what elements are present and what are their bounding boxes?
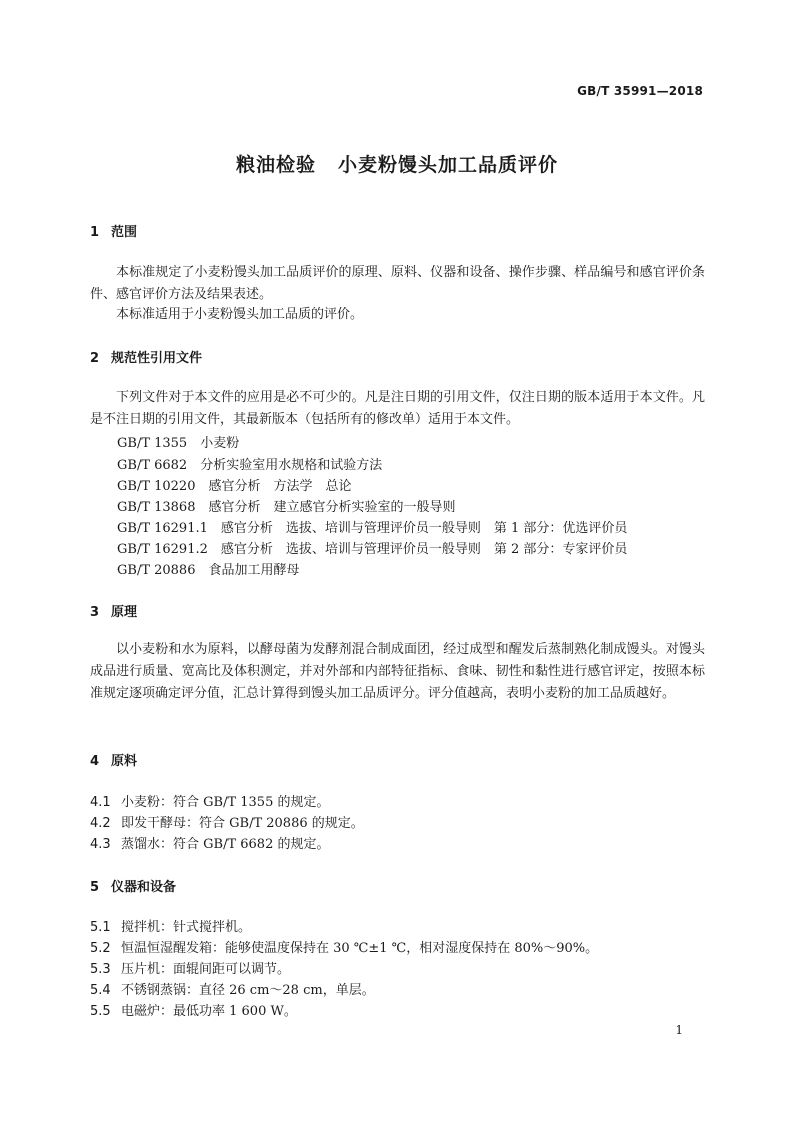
item-number: 4.2	[90, 816, 111, 831]
equipment-item	[90, 958, 290, 977]
standard-number: GB/T 35991—2018	[577, 84, 703, 98]
section-title: 仪器和设备	[111, 880, 177, 895]
item-text: 恒温恒湿醒发箱：能够使温度保持在 30 ℃±1 ℃，相对湿度保持在 80%～90%。	[121, 941, 599, 956]
material-item	[90, 791, 329, 810]
item-text: 即发干酵母：符合 GB/T 20886 的规定。	[121, 816, 364, 831]
scope-paragraph-2: 本标准适用于小麦粉馒头加工品质的评价。	[116, 307, 364, 322]
title-part-2: 小麦粉馒头加工品质评价	[338, 154, 559, 176]
equipment-item	[90, 916, 251, 935]
page-number: 1	[675, 1023, 683, 1037]
item-text: 电磁炉：最低功率 1 600 W。	[121, 1004, 297, 1019]
references-intro: 下列文件对于本文件的应用是必不可少的。凡是注日期的引用文件，仅注日期的版本适用于本文件。凡是不注日期的引用文件，其最新版本（包括所有的修改单）适用于本文件。	[90, 390, 705, 427]
item-number: 4.1	[90, 795, 111, 810]
section-number: 3	[90, 605, 100, 620]
item-number: 5.2	[90, 941, 111, 956]
section-title: 范围	[111, 225, 138, 240]
section-number: 1	[90, 225, 100, 240]
title-part-1: 粮油检验	[235, 154, 316, 176]
section-number: 5	[90, 880, 100, 895]
reference-item: GB/T 10220 感官分析 方法学 总论	[117, 479, 352, 494]
equipment-item	[90, 937, 598, 956]
material-item	[90, 833, 329, 852]
section-heading-principle	[90, 601, 137, 620]
item-text: 蒸馏水：符合 GB/T 6682 的规定。	[121, 837, 330, 852]
reference-item: GB/T 6682 分析实验室用水规格和试验方法	[117, 458, 383, 473]
document-title	[0, 150, 794, 177]
item-number: 5.5	[90, 1004, 111, 1019]
reference-item: GB/T 16291.1 感官分析 选拔、培训与管理评价员一般导则 第 1 部分：优选评价员	[117, 521, 628, 536]
reference-item: GB/T 16291.2 感官分析 选拔、培训与管理评价员一般导则 第 2 部分：专家评价员	[117, 542, 628, 557]
principle-paragraph: 以小麦粉和水为原料，以酵母菌为发酵剂混合制成面团，经过成型和醒发后蒸制熟化制成馒头。对馒头成品进行质量、宽高比及体积测定，并对外部和内部特征指标、食味、韧性和黏性进行感官评定，按照本标准规定逐项确定评分值，汇总计算得到馒头加工品质评分。评分值越高，表明小麦粉的加工品质越好。	[90, 642, 705, 701]
item-number: 4.3	[90, 837, 111, 852]
item-text: 小麦粉：符合 GB/T 1355 的规定。	[121, 795, 330, 810]
section-number: 4	[90, 754, 100, 769]
section-number: 2	[90, 351, 100, 366]
section-heading-scope	[90, 221, 137, 240]
item-number: 5.1	[90, 920, 111, 935]
item-text: 不锈钢蒸锅：直径 26 cm～28 cm，单层。	[121, 983, 375, 998]
reference-item: GB/T 20886 食品加工用酵母	[117, 563, 300, 578]
reference-item: GB/T 1355 小麦粉	[117, 436, 240, 451]
item-number: 5.4	[90, 983, 111, 998]
scope-paragraph-1: 本标准规定了小麦粉馒头加工品质评价的原理、原料、仪器和设备、操作步骤、样品编号和感官评价条件、感官评价方法及结果表述。	[90, 265, 705, 302]
section-title: 原料	[111, 754, 138, 769]
section-heading-materials	[90, 750, 137, 769]
equipment-item	[90, 1000, 297, 1019]
section-heading-references	[90, 347, 202, 366]
item-number: 5.3	[90, 962, 111, 977]
equipment-item	[90, 979, 375, 998]
section-title: 原理	[111, 605, 138, 620]
section-title: 规范性引用文件	[111, 351, 203, 366]
item-text: 搅拌机：针式搅拌机。	[121, 920, 252, 935]
section-heading-equipment	[90, 876, 176, 895]
reference-item: GB/T 13868 感官分析 建立感官分析实验室的一般导则	[117, 500, 456, 515]
item-text: 压片机：面辊间距可以调节。	[121, 962, 291, 977]
material-item	[90, 812, 364, 831]
